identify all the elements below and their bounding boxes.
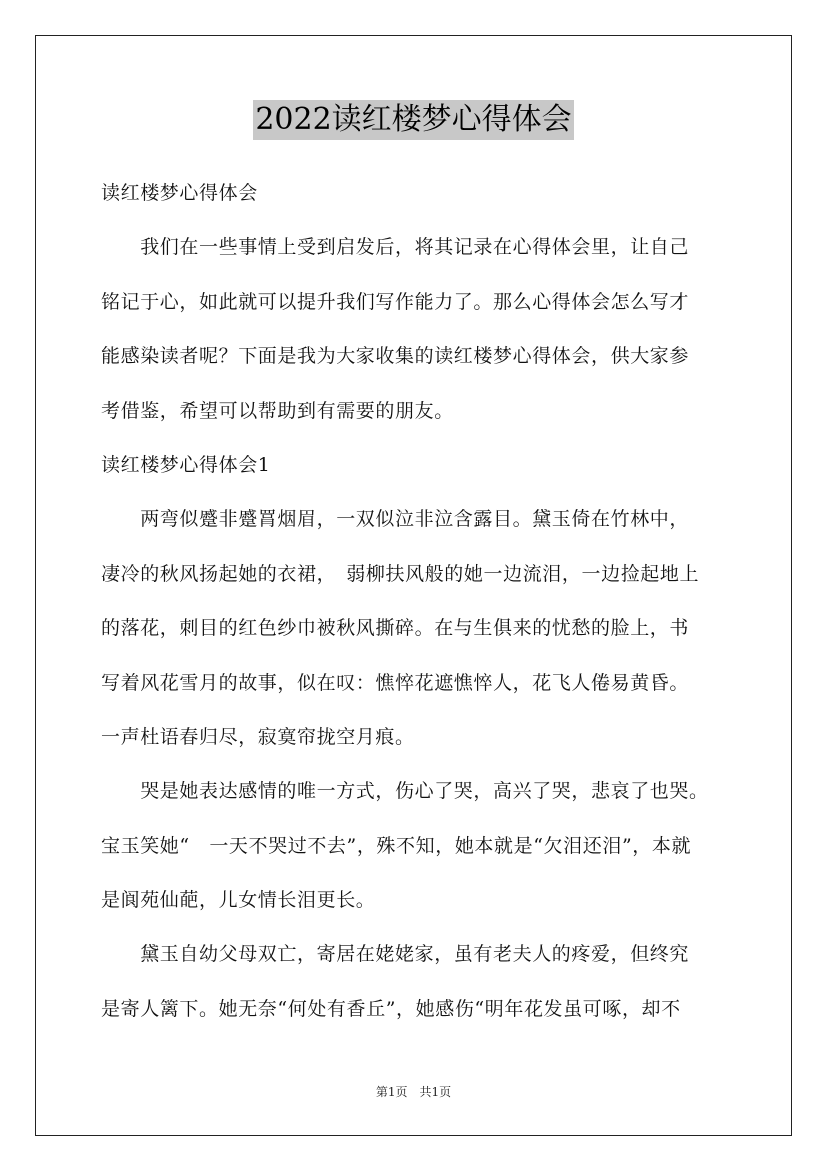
paragraph-line: 一声杜语春归尽，寂寞帘拢空月痕。 bbox=[101, 725, 415, 748]
paragraph-line: 能感染读者呢？下面是我为大家收集的读红楼梦心得体会，供大家参 bbox=[101, 345, 690, 368]
paragraph-line: 是寄人篱下。她无奈“何处有香丘”，她感伤“明年花发虽可啄，却不 bbox=[101, 997, 681, 1020]
paragraph-line: 铭记于心，如此就可以提升我们写作能力了。那么心得体会怎么写才 bbox=[101, 290, 690, 313]
paragraph-line: 凄冷的秋风扬起她的衣裙， 弱柳扶风般的她一边流泪，一边捡起地上 bbox=[101, 562, 700, 585]
paragraph-line: 是阆苑仙葩，儿女情长泪更长。 bbox=[101, 889, 376, 912]
paragraph-line: 的落花，刺目的红色纱巾被秋风撕碎。在与生俱来的忧愁的脸上，书 bbox=[101, 617, 690, 640]
paragraph-line: 写着风花雪月的故事，似在叹：憔悴花遮憔悴人，花飞人倦易黄昏。 bbox=[101, 671, 690, 694]
section-heading: 读红楼梦心得体会 bbox=[101, 182, 258, 204]
title-area bbox=[0, 100, 827, 140]
paragraph-line: 考借鉴，希望可以帮助到有需要的朋友。 bbox=[101, 399, 454, 422]
paragraph-line: 宝玉笑她“ 一天不哭过不去”，殊不知，她本就是“欠泪还泪”，本就 bbox=[101, 834, 692, 857]
paragraph-line: 哭是她表达感情的唯一方式，伤心了哭，高兴了哭，悲哀了也哭。 bbox=[101, 780, 709, 803]
document-body bbox=[101, 166, 727, 1036]
document-title: 2022读红楼梦心得体会 bbox=[253, 100, 573, 140]
section-heading: 读红楼梦心得体会1 bbox=[101, 453, 271, 476]
paragraph-line: 两弯似蹙非蹙罥烟眉，一双似泣非泣含露目。黛玉倚在竹林中， bbox=[101, 508, 690, 531]
paragraph-line: 黛玉自幼父母双亡，寄居在姥姥家，虽有老夫人的疼爱，但终究 bbox=[101, 943, 690, 966]
page-footer: 第1页 共1页 bbox=[375, 1085, 452, 1099]
paragraph-line: 我们在一些事情上受到启发后，将其记录在心得体会里，让自己 bbox=[101, 236, 690, 259]
